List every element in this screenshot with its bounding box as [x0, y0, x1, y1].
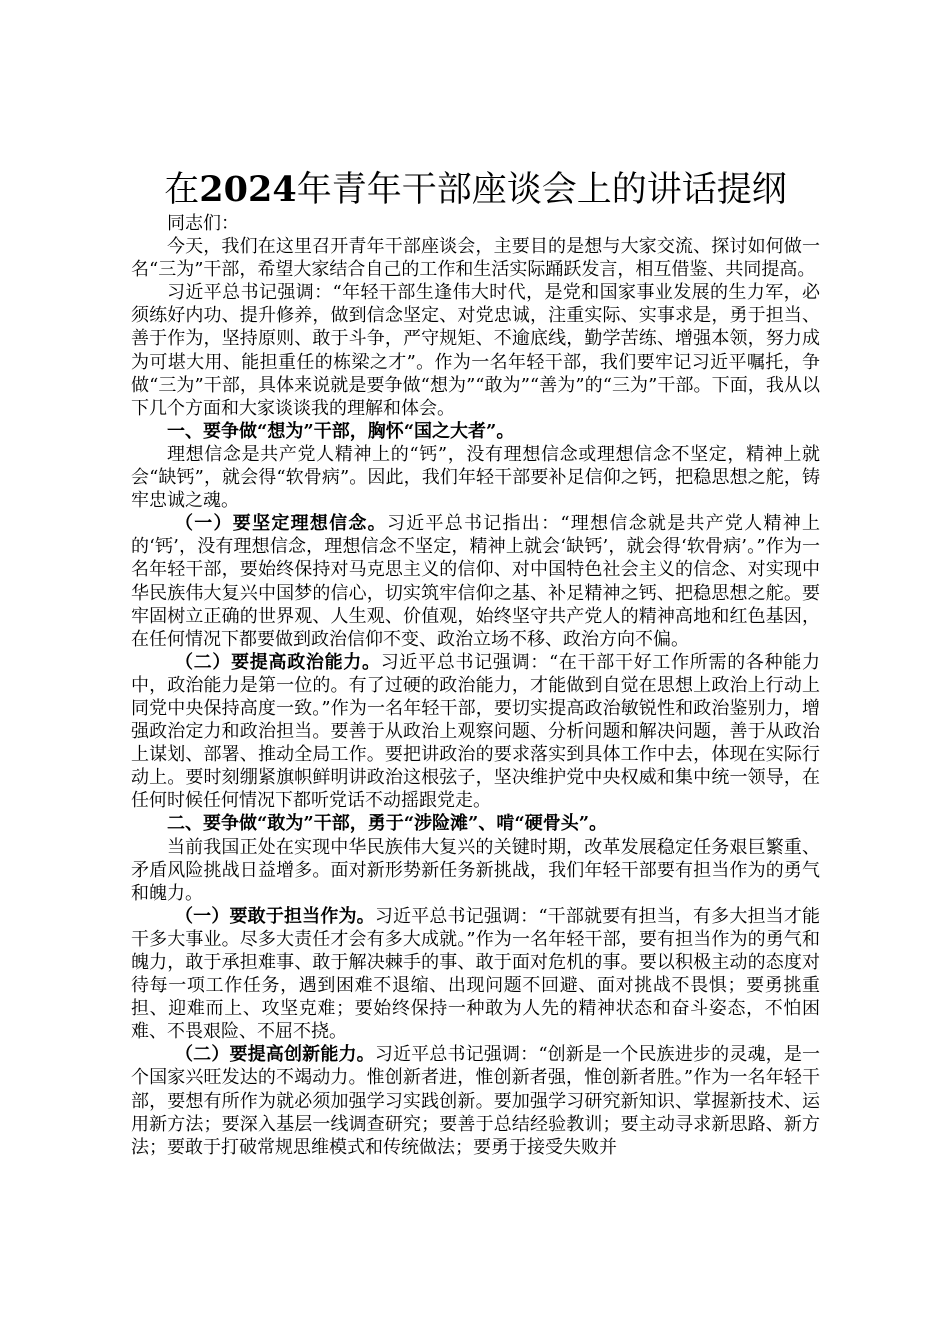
subsection-lead: （二）要提高创新能力。: [175, 1044, 375, 1066]
paragraph-text: 习近平总书记强调：“干部就要有担当，有多大担当才能干多大事业。尽多大责任才会有多大成就。”作为一名年轻干部，要有担当作为的勇气和魄力，敢于承担难事、敢于解决棘手的事、敢于面对危机的事。要以积极主动的态度对待每一项工作任务，遇到困难不退缩、出现问题不回避、面对挑战不畏惧；要勇挑重担、迎难而上、攻坚克难；要始终保持一种敢为人先的精神状态和奋斗姿态，不怕困难、不畏艰险、不屈不挠。: [131, 905, 821, 1043]
title-year: 2024: [199, 169, 297, 210]
paragraph-subsection-1-2: [131, 651, 820, 813]
paragraph-text: 习近平总书记强调：“年轻干部生逢伟大时代，是党和国家事业发展的生力军，必须练好内功、提升修养，做到信念坚定、对党忠诚，注重实际、实事求是，勇于担当、善于作为，坚持原则、敢于斗争，严守规矩、不逾底线，勤学苦练、增强本领，努力成为可堪大用、能担重任的栋梁之才”。作为一名年轻干部，我们要牢记习近平嘱托，争做“三为”干部，具体来说就是要争做“想为”“敢为”“善为”的“三为”干部。下面，我从以下几个方面和大家谈谈我的理解和体会。: [131, 282, 820, 419]
paragraph-text: 习近平总书记强调：“创新是一个民族进步的灵魂，是一个国家兴旺发达的不竭动力。惟创新者进，惟创新者强，惟创新者胜。”作为一名年轻干部，要想有所作为就必须加强学习实践创新。要加强学习研究新知识、掌握新技术、运用新方法；要深入基层一线调查研究；要善于总结经验教训；要主动寻求新思路、新方法；要敢于打破常规思维模式和传统做法；要勇于接受失败并: [131, 1044, 821, 1158]
subsection-lead: （一）要坚定理想信念。: [175, 513, 387, 535]
document-page: [131, 168, 820, 1159]
section-heading-1: 一、要争做“想为”干部，胸怀“国之大者”。: [167, 420, 515, 442]
paragraph-text: 当前我国正处在实现中华民族伟大复兴的关键时期，改革发展稳定任务艰巨繁重、矛盾风险挑战日益增多。面对新形势新任务新挑战，我们年轻干部要有担当作为的勇气和魄力。: [131, 836, 820, 904]
paragraph-text: 理想信念是共产党人精神上的“钙”，没有理想信念或理想信念不坚定，精神上就会“缺钙”，就会得“软骨病”。因此，我们年轻干部要补足信仰之钙，把稳思想之舵，铸牢忠诚之魂。: [131, 443, 820, 512]
section-heading-2: 二、要争做“敢为”干部，勇于“涉险滩”、啃“硬骨头”。: [167, 813, 608, 835]
paragraph-text: 习近平总书记指出：“理想信念就是共产党人精神上的‘钙’，没有理想信念，理想信念不坚定，精神上就会‘缺钙’，就会得‘软骨病’。”作为一名年轻干部，要始终保持对马克思主义的信仰、对中国特色社会主义的信念、对实现中华民族伟大复兴中国梦的信心，切实筑牢信仰之基、补足精神之钙、把稳思想之舵。要牢固树立正确的世界观、人生观、价值观，始终坚守共产党人的精神高地和红色基因，在任何情况下都要做到政治信仰不变、政治立场不移、政治方向不偏。: [131, 513, 821, 650]
paragraph-text: 习近平总书记强调：“在干部干好工作所需的各种能力中，政治能力是第一位的。有了过硬的政治能力，才能做到自觉在思想上政治上行动上同党中央保持高度一致。”作为一名年轻干部，要切实提高政治敏锐性和政治鉴别力，增强政治定力和政治担当。要善于从政治上观察问题、分析问题和解决问题，善于从政治上谋划、部署、推动全局工作。要把讲政治的要求落实到具体工作中去，体现在实际行动上。要时刻绷紧旗帜鲜明讲政治这根弦子，坚决维护党中央权威和集中统一领导，在任何时候任何情况下都听党话不动摇跟党走。: [131, 651, 821, 812]
salutation: 同志们：: [167, 213, 239, 234]
paragraph-subsection-2-1: [131, 905, 820, 1044]
title-suffix: 年青年干部座谈会上的讲话提纲: [296, 170, 787, 210]
paragraph-section-1-intro: [131, 443, 820, 512]
title-prefix: 在: [164, 170, 200, 210]
paragraph-intro: [131, 235, 820, 281]
subsection-lead: （二）要提高政治能力。: [175, 651, 381, 673]
paragraph-quote: [131, 281, 820, 420]
document-title: [131, 168, 820, 212]
subsection-lead: （一）要敢于担当作为。: [175, 905, 375, 927]
paragraph-text: 今天，我们在这里召开青年干部座谈会，主要目的是想与大家交流、探讨如何做一名“三为”干部，希望大家结合自己的工作和生活实际踊跃发言，相互借鉴、共同提高。: [131, 236, 820, 281]
paragraph-section-2-intro: [131, 836, 820, 905]
paragraph-subsection-1-1: [131, 512, 820, 651]
paragraph-subsection-2-2: [131, 1043, 820, 1158]
